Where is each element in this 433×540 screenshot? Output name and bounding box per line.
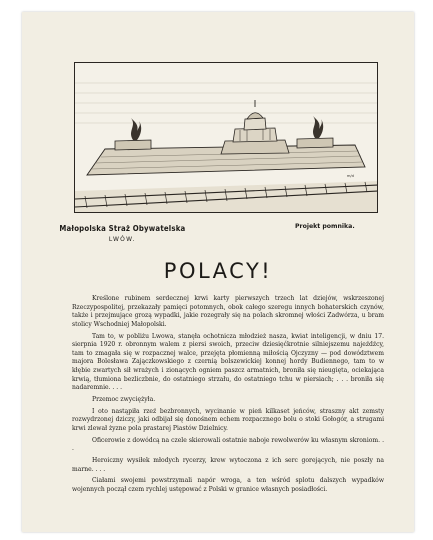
organization-title: Małopolska Straż Obywatelska [59,224,186,233]
leaflet-body [72,295,384,498]
monument-drawing [75,63,378,213]
paragraph: Oficerowie z dowódcą na czele skierowali ostatnie naboje rewolwerów ku własnym skroniom. . . [72,436,384,453]
illustration-caption: Projekt pomnika. [295,223,355,230]
paragraph: I oto nastąpiła rzeź bezbronnych, wycinanie w pień kilkaset jeńców, straszny akt zemsty rozwydrzonej dziczy, jaki odbijał się donośnem echem rozpacznego bolu o stoki Gołogór, a strugami krwi zlewał żyzne pola prastarej Piastów Dzielnicy. [72,407,384,432]
paragraph: Tam to, w pobliżu Lwowa, stanęła ochotnicza młodzież nasza, kwiat inteligencji, w dniu 17. sierpnia 1920 r. obronnym walem z piersi swoich, przeciw dziesięćkrotnie silniejszemu najeźdźcy, tam to zmagała się w rozpacznej walce, przejęta płomienną miłością Ojczyzny — pod dowództwem majora Bolesława Zajączkowskiego z czernią bolszewickiej konnej hordy Budiennego, tam to w kłębie zwartych sił wrażych i zionących ogniem paszcz armatnich, broniła się nieugięta, ociekająca krwią, tłumiona bezliczbnie, do ostatniego strzału, do ostatniego tchu w piersiach; . . . broniła się nadaremnie. . . . [72,332,384,392]
paragraph: Ciałami swojemi powstrzymali napór wroga, a ten wśród splotu dalszych wypadków wojennych począł czem rychlej ustępować z Polski w granice własnych posiadłości. [72,477,384,493]
organization-city: LWÓW. [108,235,136,243]
monument-illustration [74,62,378,213]
paragraph: Przemoc zwyciężyła. [92,395,156,403]
leaflet-page [22,12,414,532]
paragraph: Heroiczny wysiłek młodych rycerzy, krew wytoczona z ich serc gorejących, nie poszły na marne. . . . [72,457,384,473]
svg-text:m/d: m/d [347,174,354,178]
paragraph: Kreślone rubinem serdecznej krwi karty pierwszych trzech lat dziejów, wskrzeszonej Rzeczypospolitej, przekazały pamięci potomnych, obok całego szeregu innych bohaterskich czynów, także i przejmujące grozą wypadki, jakie rozegrały się na polach skromnej włości Zadwórza, u bram stolicy Wschodniej Małopolski. [72,295,384,328]
organization-name [58,224,187,243]
page-headline: POLACY! [163,259,273,283]
